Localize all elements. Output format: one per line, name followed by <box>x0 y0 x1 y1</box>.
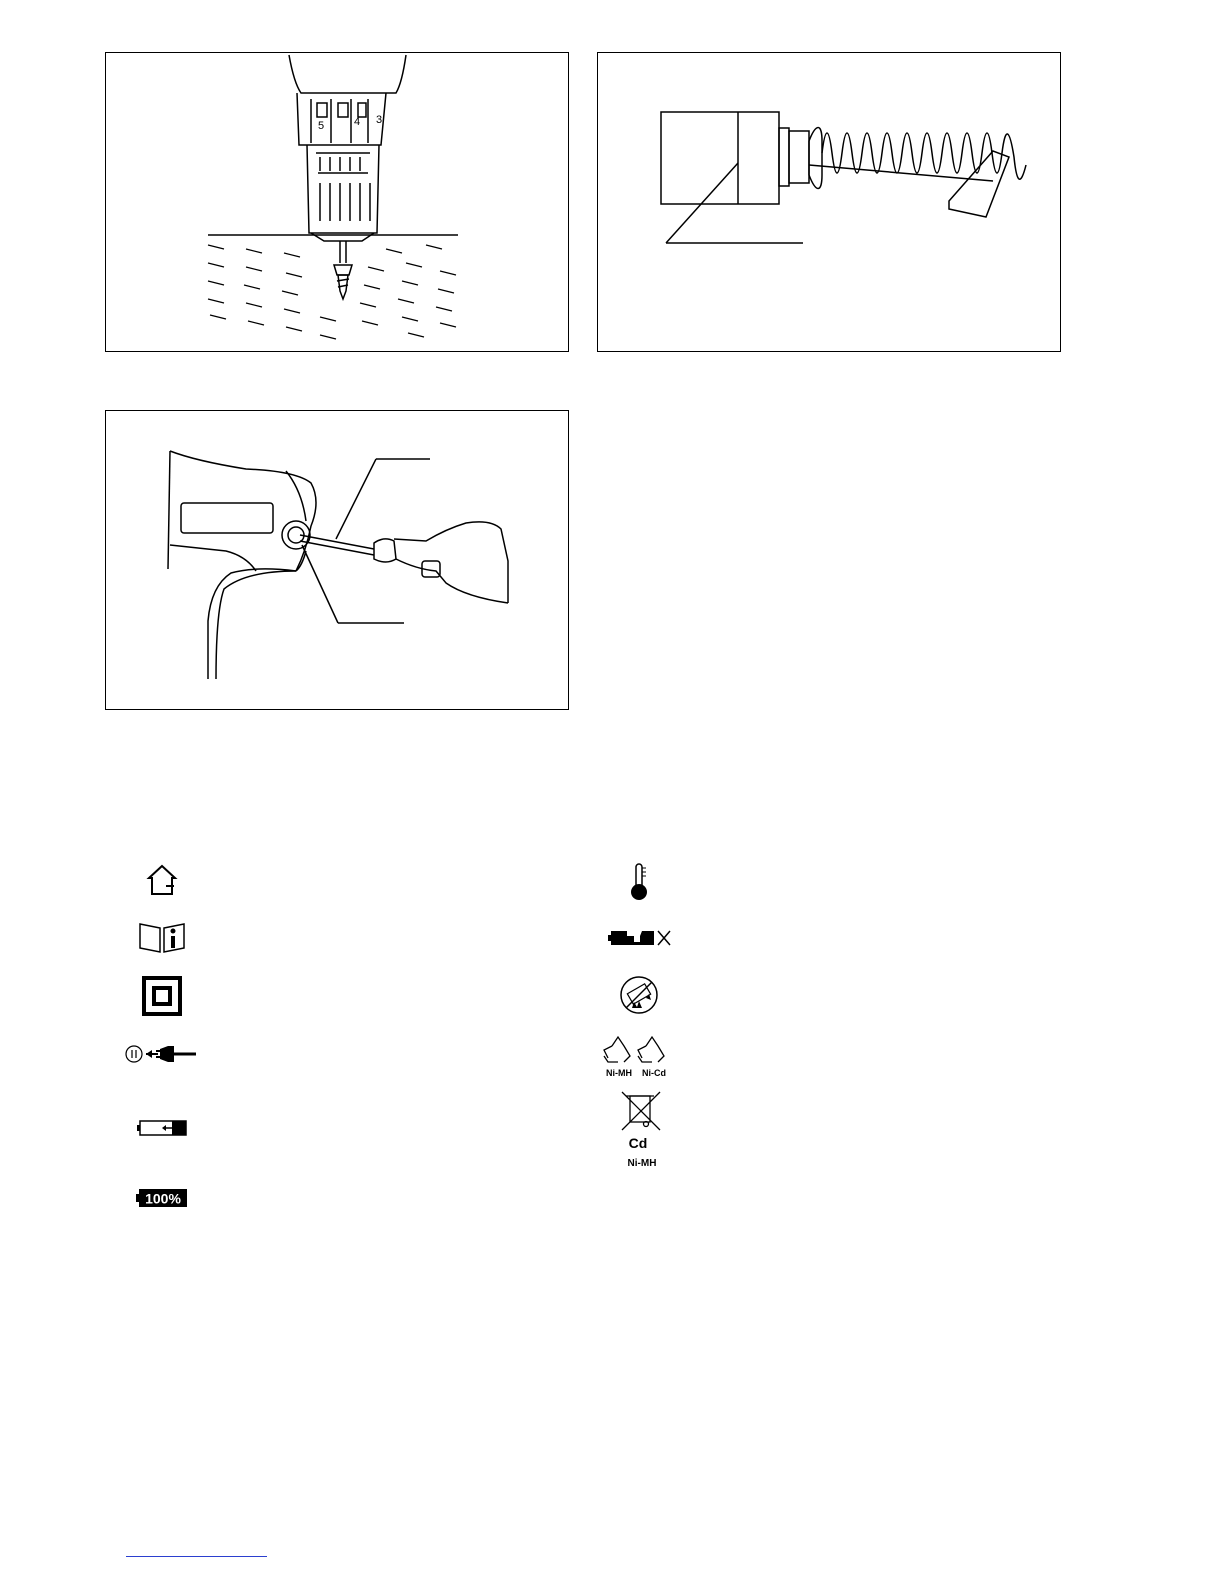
unplug-mains-icon <box>124 1042 196 1066</box>
do-not-short-battery-icon <box>608 928 672 948</box>
figure-drill-screw <box>105 52 569 352</box>
figure-brush-holder-cap <box>105 410 569 710</box>
recycle-batteries-icon <box>602 1034 672 1080</box>
figure-carbon-brush <box>597 52 1061 352</box>
battery-charging-icon <box>136 1118 188 1138</box>
footer-link-underline[interactable] <box>126 1556 267 1557</box>
battery-full-text: 100% <box>145 1190 181 1207</box>
carbon-brush-illustration <box>598 53 1062 353</box>
label-cd: Cd <box>628 1135 648 1151</box>
drill-screw-illustration <box>106 53 570 353</box>
label-ni-cd: Ni-Cd <box>642 1068 666 1078</box>
chuck-digit-3: 3 <box>376 114 383 126</box>
read-manual-icon <box>138 922 186 954</box>
battery-full-icon <box>136 1188 188 1208</box>
temperature-icon <box>626 862 652 902</box>
chuck-digit-5: 5 <box>318 120 325 132</box>
label-ni-mh: Ni-MH <box>606 1068 632 1078</box>
crossed-bin-icon <box>618 1090 664 1169</box>
do-not-burn-battery-icon <box>618 974 660 1016</box>
double-insulation-icon <box>142 976 182 1016</box>
brush-holder-cap-illustration <box>106 411 570 711</box>
chuck-digit-4: 4 <box>354 116 361 128</box>
label-ni-mh-bin: Ni-MH <box>627 1158 657 1169</box>
indoor-use-icon <box>146 864 178 896</box>
